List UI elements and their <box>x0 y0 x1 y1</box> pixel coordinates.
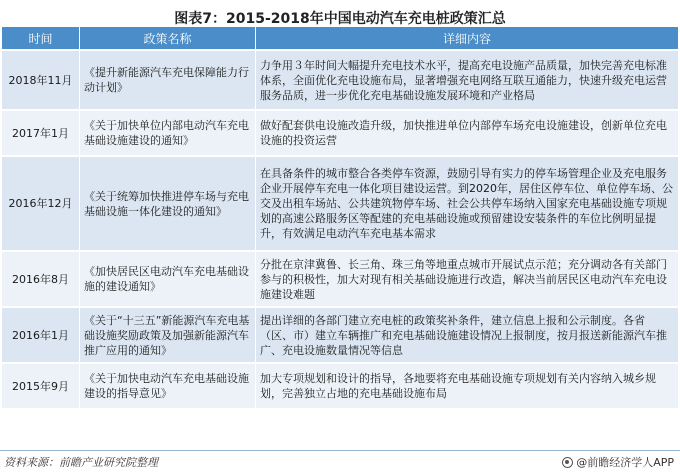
header-time: 时间 <box>2 27 80 49</box>
row-time: 2017年1月 <box>2 109 80 155</box>
table-row <box>2 49 678 109</box>
row-policy-name: 《关于加快电动汽车充电基础设施建设的指导意见》 <box>80 362 256 408</box>
row-detail: 力争用３年时间大幅提升充电技术水平，提高充电设施产品质量，加快完善充电标准体系，全面优化充电设施布局，显著增强充电网络互联互通能力，快速升级充电运营服务品质，进一步优化充电基础设施发展环境和产业格局 <box>256 49 678 109</box>
row-time: 2015年9月 <box>2 362 80 408</box>
source-note: 资料来源：前瞻产业研究院整理 <box>4 456 158 469</box>
row-time: 2016年1月 <box>2 306 80 362</box>
row-policy-name: 《提升新能源汽车充电保障能力行动计划》 <box>80 49 256 109</box>
policy-table <box>2 27 678 408</box>
row-time: 2018年11月 <box>2 49 80 109</box>
brand-label: @前瞻经济学人APP <box>576 456 674 469</box>
footer <box>0 450 680 472</box>
table-row <box>2 250 678 306</box>
header-policy-name: 政策名称 <box>80 27 256 49</box>
table-row <box>2 155 678 250</box>
page-title: 图表7：2015-2018年中国电动汽车充电桩政策汇总 <box>174 11 506 27</box>
table-header-row <box>2 27 678 49</box>
row-policy-name: 《关于统筹加快推进停车场与充电基础设施一体化建设的通知》 <box>80 155 256 250</box>
brand-logo-icon <box>562 457 573 468</box>
table-row <box>2 362 678 408</box>
row-detail: 加大专项规划和设计的指导，各地要将充电基础设施专项规划有关内容纳入城乡规划，完善独立占地的充电基础设施布局 <box>256 362 678 408</box>
table-row <box>2 306 678 362</box>
row-detail: 在具备条件的城市整合各类停车资源，鼓励引导有实力的停车场管理企业及充电服务企业开展停车充电一体化项目建设运营。到2020年，居住区停车位、单位停车场、公交及出租车场站、公共建筑物停车场、社会公共停车场纳入国家充电基础设施专项规划的高速公路服务区等配建的充电基础设施或预留建设安装条件的车位比例明显提升，有效满足电动汽车充电基本需求 <box>256 155 678 250</box>
row-time: 2016年12月 <box>2 155 80 250</box>
table-row <box>2 109 678 155</box>
header-details: 详细内容 <box>256 27 678 49</box>
row-time: 2016年8月 <box>2 250 80 306</box>
row-policy-name: 《关于“十三五”新能源汽车充电基础设施奖励政策及加强新能源汽车推广应用的通知》 <box>80 306 256 362</box>
row-policy-name: 《加快居民区电动汽车充电基础设施的建设通知》 <box>80 250 256 306</box>
brand-credit <box>562 454 674 470</box>
row-detail: 做好配套供电设施改造升级，加快推进单位内部停车场充电设施建设，创新单位充电设施的投资运营 <box>256 109 678 155</box>
row-detail: 分批在京津冀鲁、长三角、珠三角等地重点城市开展试点示范；充分调动各有关部门参与的积极性，加大对现有相关基础设施进行改造，解决当前居民区电动汽车充电设施建设难题 <box>256 250 678 306</box>
row-policy-name: 《关于加快单位内部电动汽车充电基础设施建设的通知》 <box>80 109 256 155</box>
row-detail: 提出详细的各部门建立充电桩的政策奖补条件，建立信息上报和公示制度。各省（区、市）建立车辆推广和充电基础设施建设情况上报制度，按月报送新能源汽车推广、充电设施数量情况等信息 <box>256 306 678 362</box>
